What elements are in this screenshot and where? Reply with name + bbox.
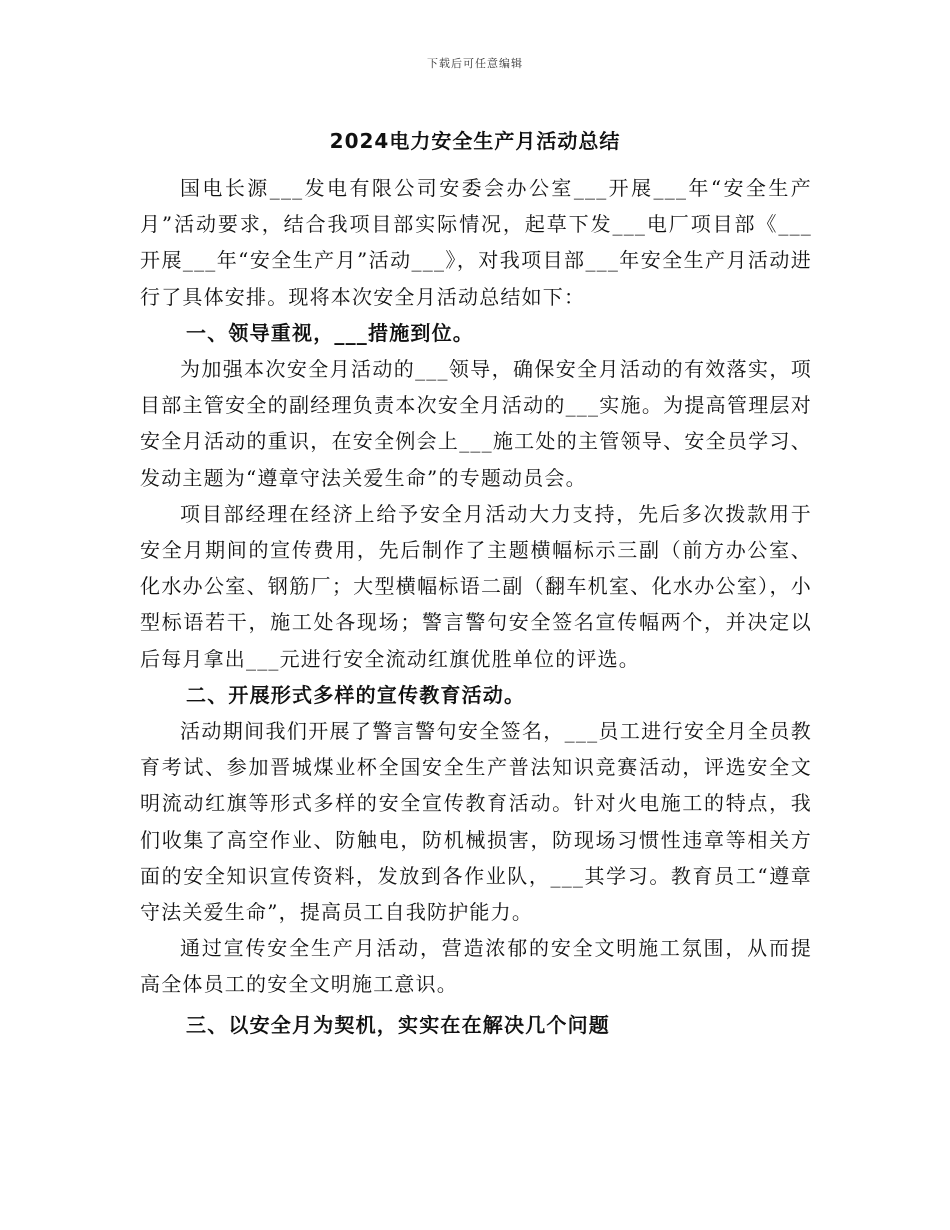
body-paragraph: 通过宣传安全生产月活动，营造浓郁的安全文明施工氛围，从而提高全体员工的安全文明施工意识。 <box>140 936 812 997</box>
header-note: 下载后可任意编辑 <box>427 57 523 70</box>
section-heading-1: 一、领导重视，___措施到位。 <box>186 320 474 345</box>
page-title: 2024电力安全生产月活动总结 <box>329 129 621 153</box>
intro-paragraph: 国电长源___发电有限公司安委会办公室___开展___年“安全生产月”活动要求，结合我项目部实际情况，起草下发___电厂项目部《___开展___年“安全生产月”活动___》，对我项目部___年安全生产月活动进行了具体安排。现将本次安全月活动总结如下： <box>140 176 812 309</box>
body-paragraph: 活动期间我们开展了警言警句安全签名，___员工进行安全月全员教育考试、参加晋城煤业杯全国安全生产普法知识竞赛活动，评选安全文明流动红旗等形式多样的安全宣传教育活动。针对火电施工的特点，我们收集了高空作业、防触电，防机械损害，防现场习惯性违章等相关方面的安全知识宣传资料，发放到各作业队，___其学习。教育员工“遵章守法关爱生命”，提高员工自我防护能力。 <box>140 719 812 925</box>
section-heading-3: 三、以安全月为契机，实实在在解决几个问题 <box>186 1012 610 1037</box>
body-paragraph: 项目部经理在经济上给予安全月活动大力支持，先后多次拨款用于安全月期间的宣传费用，先后制作了主题横幅标示三副（前方办公室、化水办公室、钢筋厂；大型横幅标语二副（翻车机室、化水办公室），小型标语若干，施工处各现场；警言警句安全签名宣传幅两个，并决定以后每月拿出___元进行安全流动红旗优胜单位的评选。 <box>140 501 812 671</box>
section-heading-2: 二、开展形式多样的宣传教育活动。 <box>186 682 526 707</box>
body-paragraph: 为加强本次安全月活动的___领导，确保安全月活动的有效落实，项目部主管安全的副经理负责本次安全月活动的___实施。为提高管理层对安全月活动的重识，在安全例会上___施工处的主管领导、安全员学习、发动主题为“遵章守法关爱生命”的专题动员会。 <box>140 357 812 490</box>
document-body <box>140 170 812 1043</box>
